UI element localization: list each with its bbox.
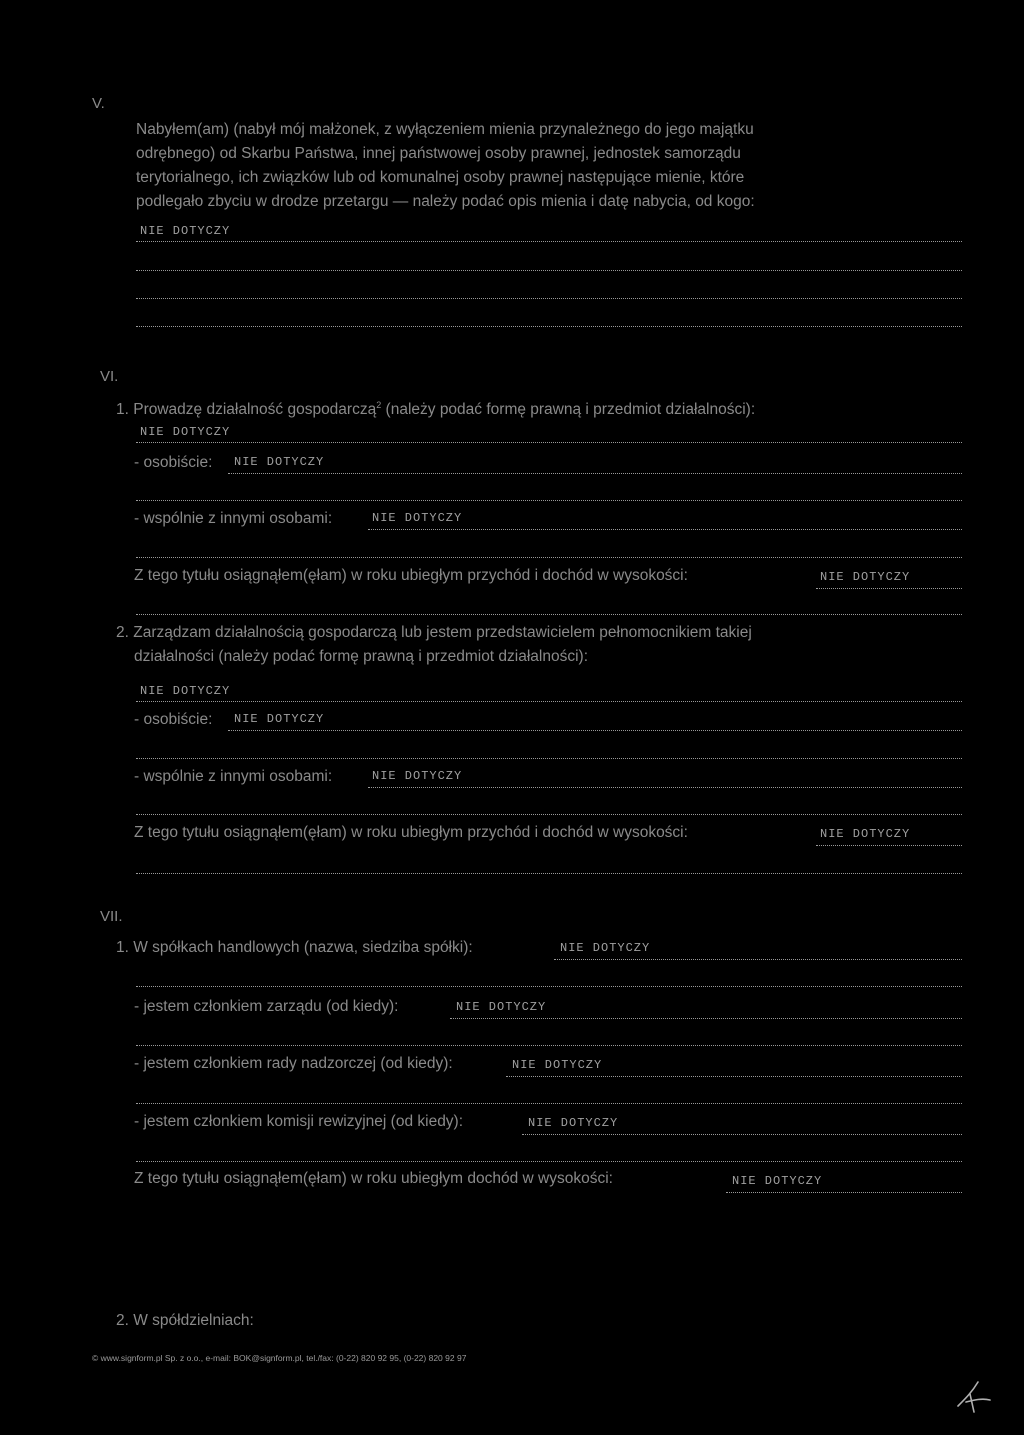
section-vi-item2-line-2: działalności (należy podać formę prawną i przedmiot działalności): (134, 648, 589, 665)
section-vi-item2-joint-answer: NIE DOTYCZY (372, 769, 463, 783)
section-vii-supervisory-line (506, 1076, 962, 1077)
section-v-answer-line-4 (136, 326, 962, 327)
section-v-number: V. (92, 95, 105, 112)
section-vii-item1-answer: NIE DOTYCZY (560, 941, 651, 955)
section-vi-item2-answer: NIE DOTYCZY (140, 684, 231, 698)
section-vi-item1-income-label: Z tego tytułu osiągnąłem(ęłam) w roku ubiegłym przychód i dochód w wysokości: (134, 567, 688, 584)
section-vi-item1-label-text: 1. Prowadzę działalność gospodarczą (116, 401, 377, 419)
section-vi-item1-joint-line-2 (136, 557, 962, 558)
section-vi-item1-personal-line (228, 473, 962, 474)
section-vi-item1-joint-line (368, 529, 962, 530)
section-vi-item2-income-line-2 (136, 873, 962, 874)
section-v-answer-line-3 (136, 298, 962, 299)
section-vii-audit-label: - jestem członkiem komisji rewizyjnej (od kiedy): (134, 1113, 464, 1130)
signature-initials-mark (952, 1372, 996, 1418)
footnote-mark: 2 (376, 400, 382, 410)
section-vii-supervisory-label: - jestem członkiem rady nadzorczej (od kiedy): (134, 1055, 453, 1072)
section-vi-item2-joint-label: - wspólnie z innymi osobami: (134, 768, 333, 785)
section-v-answer-line-1 (136, 241, 962, 242)
section-vii-income-label: Z tego tytułu osiągnąłem(ęłam) w roku ubiegłym dochód w wysokości: (134, 1170, 613, 1187)
section-vii-supervisory-line-2 (136, 1103, 962, 1104)
section-vi-item2-answer-line (136, 701, 962, 702)
section-v-text-line-1: Nabyłem(am) (nabył mój małżonek, z wyłączeniem mienia przynależnego do jego majątku (136, 121, 754, 138)
section-vii-income-answer: NIE DOTYCZY (732, 1174, 823, 1188)
section-vi-item1-joint-label: - wspólnie z innymi osobami: (134, 510, 333, 527)
section-vi-number: VI. (100, 368, 119, 385)
section-vi-item1-answer: NIE DOTYCZY (140, 425, 231, 439)
section-vii-audit-line-2 (136, 1161, 962, 1162)
section-vii-board-line (450, 1018, 962, 1019)
section-vii-item1-answer-line-2 (136, 986, 962, 987)
section-vii-item1-label: 1. W spółkach handlowych (nazwa, siedziba spółki): (116, 939, 473, 956)
section-vii-item2-label: 2. W spółdzielniach: (116, 1312, 254, 1329)
section-vii-audit-line (522, 1134, 962, 1135)
section-v-answer-line-2 (136, 270, 962, 271)
footer-copyright: © www.signform.pl Sp. z o.o., e-mail: BOK@signform.pl, tel./fax: (0-22) 820 92 95, (0-22) 820 92 97 (92, 1353, 467, 1363)
section-vi-item2-personal-line-2 (136, 758, 962, 759)
section-vi-item2-joint-line-2 (136, 814, 962, 815)
section-vi-item1-personal-line-2 (136, 500, 962, 501)
section-vi-item1-personal-label: - osobiście: (134, 454, 213, 471)
section-vi-item1-label-tail: (należy podać formę prawną i przedmiot działalności): (381, 401, 756, 419)
section-vii-audit-answer: NIE DOTYCZY (528, 1116, 619, 1130)
section-vi-item2-joint-line (368, 787, 962, 788)
section-vii-board-answer: NIE DOTYCZY (456, 1000, 547, 1014)
section-vi-item1-income-line-2 (136, 614, 962, 615)
section-vi-item2-line-1: 2. Zarządzam działalnością gospodarczą lub jestem przedstawicielem pełnomocnikiem takiej (116, 624, 752, 641)
section-vi-item1-label (116, 394, 755, 421)
section-vi-item1-personal-answer: NIE DOTYCZY (234, 455, 325, 469)
section-vi-item2-income-line (816, 845, 962, 846)
section-vi-item2-personal-answer: NIE DOTYCZY (234, 712, 325, 726)
section-vi-item1-income-line (816, 588, 962, 589)
section-vi-item2-income-answer: NIE DOTYCZY (820, 827, 911, 841)
section-vii-board-line-2 (136, 1045, 962, 1046)
section-vi-item2-personal-label: - osobiście: (134, 711, 213, 728)
section-vii-income-line (726, 1192, 962, 1193)
section-v-text-line-2: odrębnego) od Skarbu Państwa, innej państwowej osoby prawnej, jednostek samorządu (136, 145, 741, 162)
section-vii-number: VII. (100, 908, 123, 925)
section-v-text-line-3: terytorialnego, ich związków lub od komunalnej osoby prawnej następujące mienie, które (136, 169, 745, 186)
section-vi-item1-income-answer: NIE DOTYCZY (820, 570, 911, 584)
section-vi-item2-personal-line (228, 730, 962, 731)
section-vi-item1-answer-line (136, 442, 962, 443)
section-v-answer: NIE DOTYCZY (140, 224, 231, 238)
section-v-text-line-4: podlegało zbyciu w drodze przetargu — należy podać opis mienia i datę nabycia, od kogo: (136, 193, 755, 210)
section-vii-supervisory-answer: NIE DOTYCZY (512, 1058, 603, 1072)
section-vii-item1-answer-line (554, 959, 962, 960)
section-vi-item1-joint-answer: NIE DOTYCZY (372, 511, 463, 525)
section-vii-board-label: - jestem członkiem zarządu (od kiedy): (134, 998, 399, 1015)
section-vi-item2-income-label: Z tego tytułu osiągnąłem(ęłam) w roku ubiegłym przychód i dochód w wysokości: (134, 824, 688, 841)
